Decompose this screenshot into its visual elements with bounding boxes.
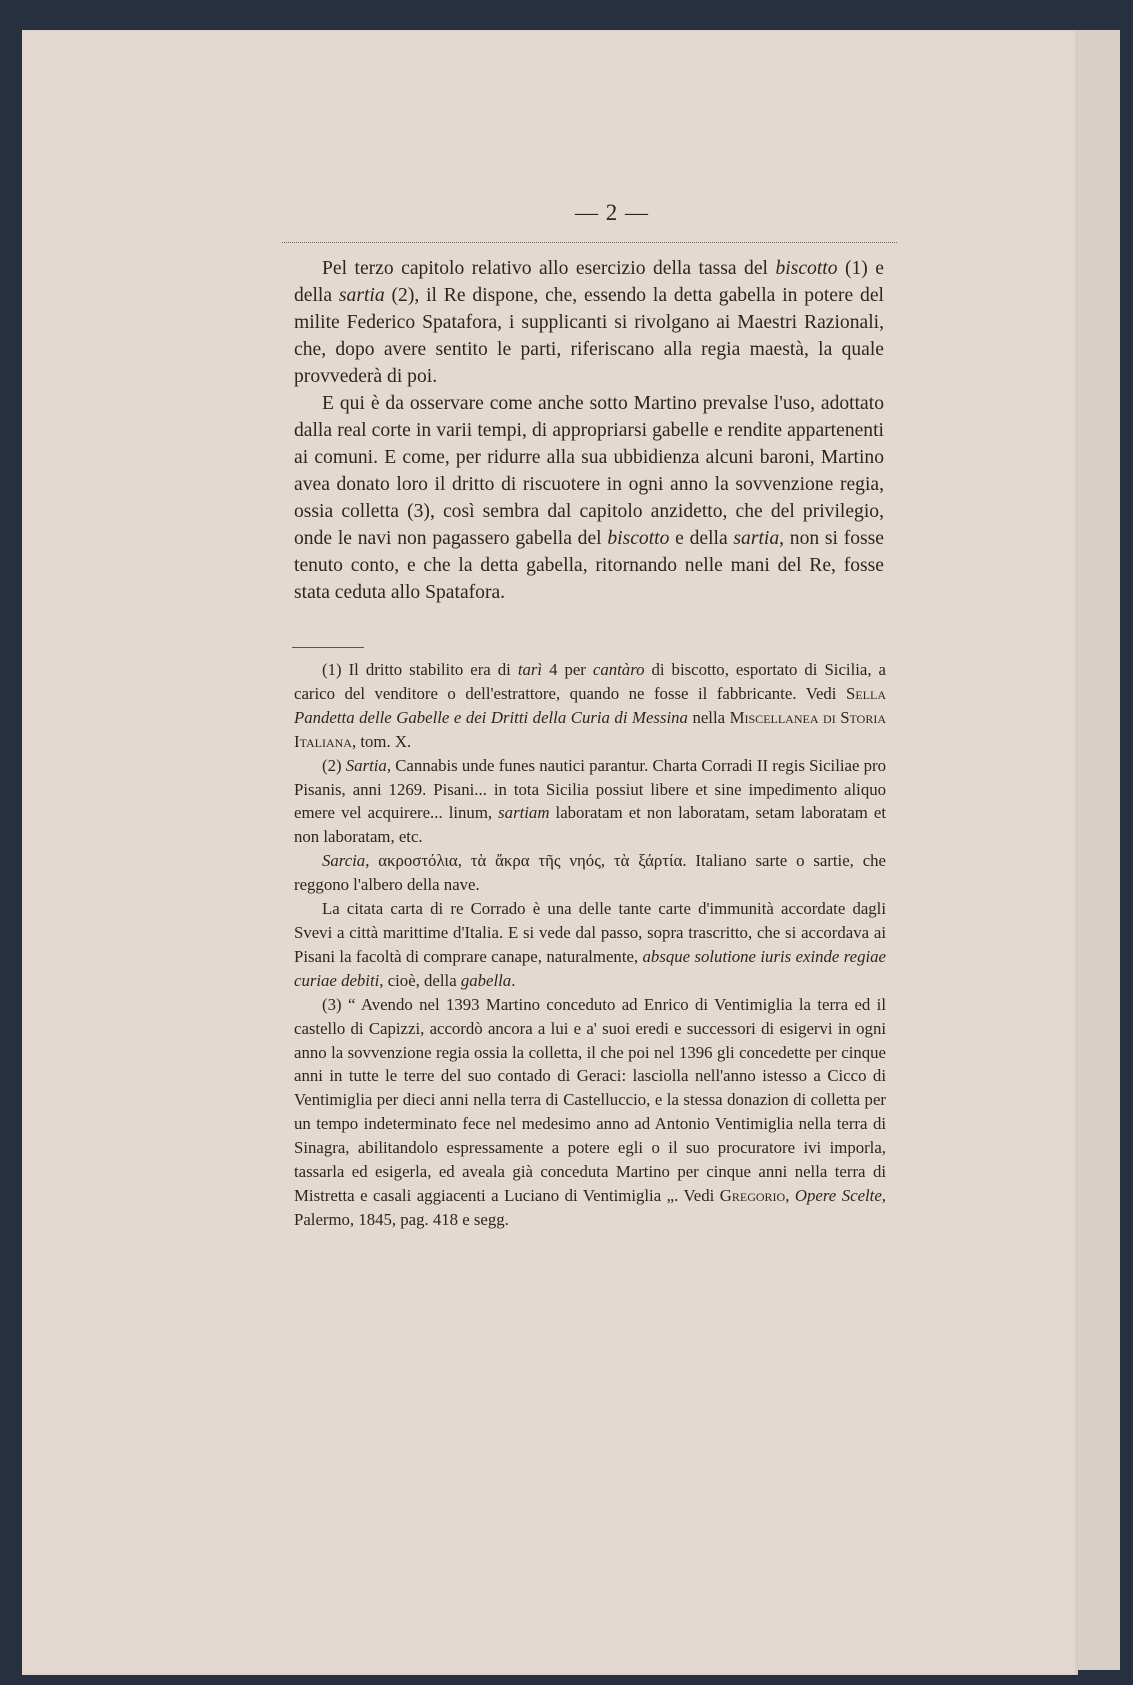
text-run: laboratam et non laboratam, setam laboratam et non laboratam, etc. [294,803,887,847]
paragraph-1 [294,255,884,390]
text-run: (1) e della [294,258,884,306]
text-run: , [785,1185,795,1205]
book-page [22,30,1078,1675]
footnotes [294,658,886,1232]
author-name: Gregorio [719,1185,786,1205]
text-run: . [511,970,516,990]
footnote-rule [292,647,364,648]
text-run: e della [669,528,734,549]
italic-term: biscotto [775,258,838,279]
italic-term: cantàro [592,660,645,679]
cited-title: Pandetta delle Gabelle e dei Dritti della Curia di Messina [294,707,688,727]
author-name: Sella [846,683,886,703]
footnote-3 [294,993,886,1232]
cited-series: Miscellanea di Storia Italiana [294,707,886,751]
adjacent-page-edge [1078,30,1120,1670]
text-run: (2), il Re dispone, che, essendo la detta gabella in potere del milite Federico Spatafora, i supplicanti si rivolgano ai Maestri Razionali, che, dopo avere sentito le parti, riferiscano alla regia maestà, la quale provvederà di poi. [294,285,884,387]
italic-term: sartia [338,285,385,306]
text-run: La citata carta di re Corrado è una delle tante carte d'immunità accordate dagli Svevi a città marittime d'Italia. E si vede dal passo, sopra trascritto, che si accordava ai Pisani la facoltà di comprare canape, naturalmente, [294,899,886,966]
text-run: (3) “ Avendo nel 1393 Martino conceduto ad Enrico di Ventimiglia la terra ed il castello di Capizzi, accordò ancora a lui e a' suoi eredi e successori di esigervi in ogni anno la sovvenzione regia ossia la colletta, il che poi nel 1396 gli concedette per cinque anni in tutte le terre del suo contado di Geraci: lasciolla nell'anno istesso a Cicco di Ventimiglia per dieci anni nella terra di Castelluccio, e la stessa donazion di colletta per un tempo indeterminato fece nel medesimo anno ad Antonio Ventimiglia nella terra di Sinagra, abilitandolo espressamente a potere egli o il suo procuratore ivi imporla, tassarla ed esigerla, ed aveala già conceduta Martino per cinque anni nella terra di Mistretta e casali aggiacenti a Luciano di Ventimiglia „. Vedi [294,994,886,1205]
text-run: 4 per [542,660,593,679]
italic-term: absque solutione iuris exinde regiae curiae debiti [294,946,886,990]
text-run: , ακροστόλια, τὰ ἄκρα τῆς νηός, τὰ ξάρτία. Italiano sarte o sartie, che reggono l'albero della nave. [294,851,886,895]
text-run: (2) [322,755,346,775]
text-run: , Cannabis unde funes nautici parantur. Charta Corradi II regis Siciliae pro Pisanis, anni 1269. Pisani... in tota Sicilia possiut libere et sine impedimento aliquo emere vel acquirere... linum, [294,755,886,823]
italic-term: Sartia [345,755,387,775]
paragraph-2 [294,390,884,606]
main-text [294,255,884,606]
italic-term: biscotto [607,528,670,549]
italic-term: gabella [460,970,512,990]
text-run: , non si fosse tenuto conto, e che la detta gabella, ritornando nelle mani del Re, fosse stata ceduta allo Spatafora. [294,528,885,603]
header-rule [282,242,897,243]
text-run: nella [687,707,730,727]
footnote-1 [294,658,886,754]
footnote-2 [294,754,886,850]
text-run: , Palermo, 1845, pag. 418 e segg. [294,1185,886,1229]
italic-term: Sarcia [322,851,366,871]
text-run: , tom. X. [351,731,412,751]
footnote-2-note [294,897,886,993]
text-run: , cioè, della [379,970,461,990]
cited-title: Opere Scelte [794,1185,882,1205]
italic-term: tarì [517,660,543,679]
text-run: (1) Il dritto stabilito era di [322,660,518,679]
text-run: Pel terzo capitolo relativo allo esercizio della tassa del [322,258,776,279]
footnote-2-continued [294,849,886,897]
page-number: — 2 — [575,200,649,225]
text-run: E qui è da osservare come anche sotto Martino prevalse l'uso, adottato dalla real corte in varii tempi, di appropriarsi gabelle e rendite appartenenti ai comuni. E come, per ridurre alla sua ubbidienza alcuni baroni, Martino avea donato loro il dritto di riscuotere in ogni anno la sovvenzione regia, ossia colletta (3), così sembra dal capitolo anzidetto, che del privilegio, onde le navi non pagassero gabella del [294,393,884,549]
text-run: di biscotto, esportato di Sicilia, a carico del venditore o dell'estrattore, quando ne fosse il fabbricante. Vedi [294,660,886,703]
italic-term: sartiam [498,803,550,823]
italic-term: sartia [733,528,780,549]
